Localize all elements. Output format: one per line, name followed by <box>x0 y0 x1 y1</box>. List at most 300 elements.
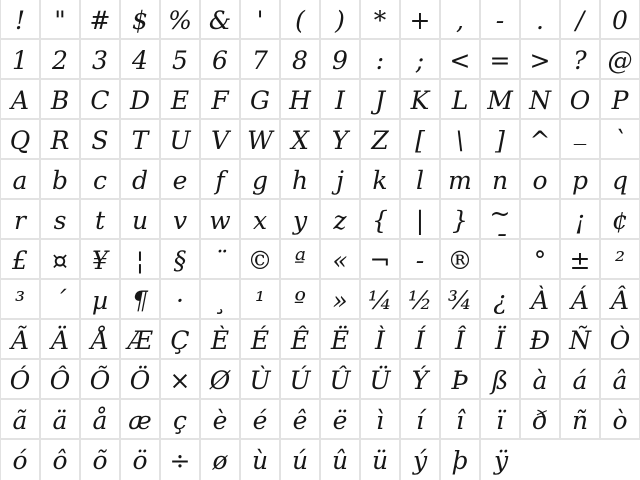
glyph: o <box>532 166 548 195</box>
glyph-cell[interactable] <box>361 160 401 200</box>
glyph-cell[interactable] <box>321 0 361 40</box>
glyph: \ <box>455 126 465 155</box>
glyph-cell[interactable] <box>41 280 81 320</box>
glyph-cell[interactable] <box>241 240 281 280</box>
glyph-cell[interactable] <box>1 440 41 480</box>
glyph: $ <box>132 6 148 35</box>
glyph: å <box>92 406 108 435</box>
glyph-cell[interactable] <box>601 120 640 160</box>
glyph-cell[interactable] <box>361 40 401 80</box>
glyph: n <box>491 166 509 195</box>
glyph-cell[interactable] <box>1 400 41 440</box>
glyph-cell[interactable] <box>41 360 81 400</box>
glyph-cell[interactable] <box>281 360 321 400</box>
glyph: , <box>456 6 464 35</box>
glyph-cell[interactable] <box>121 280 161 320</box>
glyph: ¨ <box>213 246 227 275</box>
glyph-cell[interactable] <box>401 280 441 320</box>
glyph-cell[interactable] <box>361 200 401 240</box>
glyph: á <box>572 366 588 395</box>
glyph: B <box>50 86 70 115</box>
glyph: P <box>611 86 629 115</box>
glyph-cell[interactable] <box>361 0 401 40</box>
glyph-cell[interactable] <box>601 280 640 320</box>
glyph: ´ <box>53 286 67 315</box>
glyph-cell[interactable] <box>561 400 601 440</box>
glyph: > <box>529 46 551 75</box>
glyph: Ì <box>375 326 385 355</box>
glyph-cell[interactable] <box>281 160 321 200</box>
glyph-cell[interactable] <box>81 160 121 200</box>
glyph-cell[interactable] <box>241 360 281 400</box>
glyph-cell[interactable] <box>161 120 201 160</box>
glyph: / <box>575 6 585 35</box>
glyph: G <box>250 86 270 115</box>
glyph-cell[interactable] <box>521 40 561 80</box>
glyph-cell[interactable] <box>161 400 201 440</box>
glyph-cell[interactable] <box>81 80 121 120</box>
glyph: ¤ <box>52 246 68 275</box>
glyph-cell[interactable] <box>521 360 561 400</box>
glyph: Ë <box>330 326 350 355</box>
glyph-cell[interactable] <box>401 400 441 440</box>
glyph: A <box>10 86 30 115</box>
glyph-cell[interactable] <box>1 0 41 40</box>
glyph-cell[interactable] <box>1 360 41 400</box>
glyph-cell[interactable] <box>241 280 281 320</box>
glyph-cell[interactable] <box>201 200 241 240</box>
glyph-cell[interactable] <box>441 200 481 240</box>
glyph-cell[interactable] <box>601 80 640 120</box>
glyph-cell[interactable] <box>561 0 601 40</box>
glyph-cell[interactable] <box>281 320 321 360</box>
glyph: è <box>212 406 228 435</box>
glyph-cell[interactable] <box>1 280 41 320</box>
glyph-cell[interactable] <box>321 40 361 80</box>
glyph-cell[interactable] <box>241 400 281 440</box>
glyph-cell[interactable] <box>441 280 481 320</box>
glyph: ? <box>573 46 587 75</box>
glyph: Ê <box>290 326 310 355</box>
glyph: E <box>170 86 190 115</box>
glyph-cell[interactable] <box>601 200 640 240</box>
glyph-cell[interactable] <box>41 160 81 200</box>
glyph-cell[interactable] <box>41 200 81 240</box>
glyph-cell[interactable] <box>361 320 401 360</box>
glyph-cell[interactable] <box>121 360 161 400</box>
glyph-cell[interactable] <box>361 120 401 160</box>
glyph: q <box>611 166 628 195</box>
glyph-cell[interactable] <box>561 40 601 80</box>
glyph-cell[interactable] <box>321 440 361 480</box>
glyph-cell[interactable] <box>481 40 521 80</box>
glyph-cell[interactable] <box>521 200 561 240</box>
glyph-cell[interactable] <box>201 240 241 280</box>
glyph-cell[interactable] <box>41 120 81 160</box>
glyph: Y <box>331 126 349 155</box>
glyph-cell[interactable] <box>281 80 321 120</box>
glyph-cell[interactable] <box>361 280 401 320</box>
glyph-cell[interactable] <box>201 0 241 40</box>
glyph: 4 <box>132 46 148 75</box>
glyph-cell[interactable] <box>401 160 441 200</box>
glyph-cell[interactable] <box>241 40 281 80</box>
glyph-cell[interactable] <box>601 320 640 360</box>
glyph: ï <box>496 406 504 435</box>
glyph-cell[interactable] <box>601 160 640 200</box>
glyph: ñ <box>571 406 589 435</box>
glyph: Ä <box>50 326 70 355</box>
glyph: * <box>373 6 387 35</box>
glyph-cell[interactable] <box>41 440 81 480</box>
glyph-cell[interactable] <box>1 40 41 80</box>
glyph-cell[interactable] <box>361 240 401 280</box>
glyph-cell[interactable] <box>321 280 361 320</box>
glyph-cell[interactable] <box>441 120 481 160</box>
glyph-cell[interactable] <box>121 40 161 80</box>
glyph: ½ <box>407 286 433 315</box>
glyph: ¿ <box>493 286 507 315</box>
glyph: @ <box>607 46 633 75</box>
glyph-cell[interactable] <box>281 440 321 480</box>
glyph-cell[interactable] <box>561 116 601 160</box>
glyph-cell[interactable] <box>321 120 361 160</box>
glyph-cell[interactable] <box>481 360 521 400</box>
glyph: µ <box>91 286 109 315</box>
glyph-cell[interactable] <box>561 240 601 280</box>
glyph-cell[interactable] <box>201 160 241 200</box>
glyph-cell[interactable] <box>81 360 121 400</box>
glyph-cell[interactable] <box>81 200 121 240</box>
glyph-cell[interactable] <box>361 440 401 480</box>
glyph: F <box>211 86 229 115</box>
glyph: ó <box>12 446 28 475</box>
glyph-cell[interactable] <box>481 0 521 40</box>
glyph-cell[interactable] <box>441 320 481 360</box>
glyph: { <box>372 206 388 235</box>
glyph: Z <box>371 126 389 155</box>
glyph-cell[interactable] <box>441 240 481 280</box>
glyph-cell[interactable] <box>561 160 601 200</box>
glyph-cell[interactable] <box>481 400 521 440</box>
glyph-cell[interactable] <box>201 40 241 80</box>
glyph-cell[interactable] <box>161 0 201 40</box>
glyph-cell[interactable] <box>441 400 481 440</box>
glyph: N <box>529 86 551 115</box>
glyph: ) <box>335 6 345 35</box>
glyph: x <box>252 206 268 235</box>
glyph: v <box>172 206 188 235</box>
glyph-cell[interactable] <box>121 0 161 40</box>
glyph: Ò <box>609 326 631 355</box>
glyph: J <box>374 86 386 115</box>
glyph: ¡ <box>574 206 586 235</box>
glyph-cell[interactable] <box>481 280 521 320</box>
glyph: ý <box>412 446 428 475</box>
glyph-cell[interactable] <box>241 80 281 120</box>
glyph-cell[interactable] <box>81 280 121 320</box>
glyph-cell[interactable] <box>601 40 640 80</box>
glyph-cell[interactable] <box>321 160 361 200</box>
glyph: Õ <box>89 366 111 395</box>
glyph: é <box>252 406 268 435</box>
glyph: ' <box>256 6 264 35</box>
glyph-cell[interactable] <box>241 120 281 160</box>
glyph: Æ <box>127 326 153 355</box>
glyph: 0 <box>612 6 628 35</box>
glyph: â <box>612 366 628 395</box>
glyph: Å <box>90 326 110 355</box>
glyph-cell[interactable] <box>321 320 361 360</box>
glyph: s <box>53 206 67 235</box>
glyph: Í <box>415 326 425 355</box>
glyph: a <box>12 166 28 195</box>
glyph: ç <box>172 406 187 435</box>
glyph-cell[interactable] <box>121 120 161 160</box>
glyph-cell[interactable] <box>401 240 441 280</box>
glyph: ¶ <box>132 286 148 315</box>
glyph: " <box>54 6 66 35</box>
glyph-cell[interactable] <box>321 360 361 400</box>
glyph-cell[interactable] <box>161 80 201 120</box>
glyph-cell[interactable] <box>41 40 81 80</box>
glyph-cell[interactable] <box>41 400 81 440</box>
glyph: ê <box>292 406 308 435</box>
glyph-cell[interactable] <box>201 280 241 320</box>
glyph: í <box>416 406 424 435</box>
glyph-cell[interactable] <box>521 240 561 280</box>
glyph: ± <box>569 246 591 275</box>
glyph-cell[interactable] <box>41 240 81 280</box>
glyph-cell[interactable] <box>281 120 321 160</box>
glyph: g <box>251 166 268 195</box>
glyph-cell[interactable] <box>81 400 121 440</box>
glyph-cell[interactable] <box>41 80 81 120</box>
glyph-cell[interactable] <box>241 0 281 40</box>
glyph-cell[interactable] <box>281 40 321 80</box>
glyph: Ö <box>129 366 151 395</box>
glyph-cell[interactable] <box>401 80 441 120</box>
glyph-cell[interactable] <box>601 360 640 400</box>
glyph-cell[interactable] <box>161 240 201 280</box>
glyph-cell[interactable] <box>1 200 41 240</box>
glyph-cell[interactable] <box>441 40 481 80</box>
glyph: - <box>415 246 425 275</box>
glyph-cell[interactable] <box>361 360 401 400</box>
glyph: 6 <box>212 46 228 75</box>
glyph-cell[interactable] <box>81 240 121 280</box>
glyph: ¦ <box>135 246 145 275</box>
glyph-cell[interactable] <box>161 200 201 240</box>
glyph: I <box>335 86 345 115</box>
glyph: ¾ <box>447 286 473 315</box>
glyph-cell[interactable] <box>161 40 201 80</box>
glyph-cell[interactable] <box>121 160 161 200</box>
glyph: U <box>169 126 191 155</box>
glyph: Ï <box>495 326 505 355</box>
glyph-cell[interactable] <box>481 230 521 280</box>
glyph-cell[interactable] <box>561 360 601 400</box>
glyph-cell[interactable] <box>481 440 521 480</box>
glyph-cell[interactable] <box>441 360 481 400</box>
glyph-cell[interactable] <box>201 120 241 160</box>
glyph: Û <box>329 366 351 395</box>
glyph-cell[interactable] <box>361 80 401 120</box>
glyph: Ç <box>170 326 190 355</box>
glyph-cell[interactable] <box>161 280 201 320</box>
glyph-cell[interactable] <box>81 320 121 360</box>
glyph-cell[interactable] <box>401 40 441 80</box>
glyph-cell[interactable] <box>281 240 321 280</box>
glyph: · <box>176 286 184 315</box>
glyph-cell[interactable] <box>521 0 561 40</box>
glyph-cell[interactable] <box>561 200 601 240</box>
glyph: Ñ <box>569 326 591 355</box>
glyph-cell[interactable] <box>441 0 481 40</box>
glyph: û <box>331 446 349 475</box>
glyph-cell[interactable] <box>321 400 361 440</box>
glyph: : <box>375 46 385 75</box>
glyph-cell[interactable] <box>121 200 161 240</box>
glyph-cell[interactable] <box>481 120 521 160</box>
glyph: ~ <box>489 199 511 228</box>
glyph-cell[interactable] <box>201 360 241 400</box>
glyph: T <box>131 126 149 155</box>
glyph-cell[interactable] <box>1 240 41 280</box>
glyph-cell[interactable] <box>1 320 41 360</box>
glyph-cell[interactable] <box>161 160 201 200</box>
glyph-cell[interactable] <box>161 360 201 400</box>
glyph: É <box>250 326 270 355</box>
glyph: £ <box>12 246 28 275</box>
glyph-cell[interactable] <box>321 80 361 120</box>
glyph: ô <box>52 446 68 475</box>
glyph-cell[interactable] <box>401 0 441 40</box>
glyph-cell[interactable] <box>401 360 441 400</box>
glyph-cell[interactable] <box>401 200 441 240</box>
glyph: ! <box>14 6 26 35</box>
glyph-cell[interactable] <box>201 400 241 440</box>
glyph-cell[interactable] <box>201 440 241 480</box>
glyph-cell[interactable] <box>281 0 321 40</box>
glyph-cell[interactable] <box>281 280 321 320</box>
glyph-cell[interactable] <box>521 80 561 120</box>
glyph-cell[interactable] <box>281 400 321 440</box>
glyph-cell[interactable] <box>121 440 161 480</box>
glyph: æ <box>128 406 152 435</box>
glyph: _ <box>573 116 587 145</box>
glyph: p <box>571 166 588 195</box>
glyph: M <box>487 86 513 115</box>
glyph: ( <box>295 6 305 35</box>
glyph-cell[interactable] <box>481 320 521 360</box>
glyph-cell[interactable] <box>241 200 281 240</box>
glyph: H <box>289 86 311 115</box>
glyph-cell[interactable] <box>241 320 281 360</box>
glyph: u <box>131 206 149 235</box>
glyph-cell[interactable] <box>361 400 401 440</box>
glyph-cell[interactable] <box>441 160 481 200</box>
glyph-cell[interactable] <box>201 320 241 360</box>
glyph: . <box>536 6 544 35</box>
glyph-cell[interactable] <box>521 320 561 360</box>
glyph: ÿ <box>493 446 509 475</box>
glyph: Ú <box>289 366 311 395</box>
glyph-cell[interactable] <box>601 240 640 280</box>
glyph: Ð <box>529 326 551 355</box>
glyph-cell[interactable] <box>521 280 561 320</box>
glyph: - <box>495 6 505 35</box>
glyph-cell[interactable] <box>121 240 161 280</box>
glyph: Î <box>455 326 465 355</box>
glyph-cell[interactable] <box>81 440 121 480</box>
glyph-cell[interactable] <box>241 440 281 480</box>
glyph: Á <box>570 286 590 315</box>
glyph-cell[interactable] <box>161 440 201 480</box>
glyph-cell[interactable] <box>521 400 561 440</box>
glyph-cell[interactable] <box>441 80 481 120</box>
glyph-cell[interactable] <box>81 0 121 40</box>
glyph: h <box>291 166 309 195</box>
glyph: ¬ <box>369 246 391 275</box>
glyph-cell[interactable] <box>481 160 521 200</box>
glyph: } <box>452 206 468 235</box>
glyph: ì <box>376 406 384 435</box>
glyph: ] <box>495 126 505 155</box>
glyph-cell[interactable] <box>401 440 441 480</box>
glyph-cell[interactable] <box>241 160 281 200</box>
glyph-cell[interactable] <box>81 120 121 160</box>
glyph-cell[interactable] <box>401 120 441 160</box>
glyph: ÷ <box>169 446 191 475</box>
glyph: 9 <box>332 46 348 75</box>
glyph-cell[interactable] <box>521 120 561 160</box>
glyph-cell[interactable] <box>41 320 81 360</box>
glyph: ² <box>614 246 626 275</box>
glyph: 7 <box>252 46 268 75</box>
glyph-cell[interactable] <box>321 240 361 280</box>
glyph-cell[interactable] <box>441 440 481 480</box>
glyph-cell[interactable] <box>561 280 601 320</box>
glyph-cell[interactable] <box>41 0 81 40</box>
glyph: w <box>209 206 231 235</box>
glyph-cell[interactable] <box>161 320 201 360</box>
glyph-cell[interactable] <box>321 200 361 240</box>
glyph-cell[interactable] <box>601 400 640 440</box>
glyph-cell[interactable] <box>601 0 640 40</box>
glyph-cell[interactable] <box>1 160 41 200</box>
glyph: ¥ <box>92 246 108 275</box>
glyph: Ô <box>49 366 71 395</box>
glyph-cell[interactable] <box>521 160 561 200</box>
glyph: ^ <box>529 126 551 155</box>
glyph: ª <box>294 246 306 275</box>
glyph-cell[interactable] <box>1 80 41 120</box>
glyph: y <box>292 206 308 235</box>
glyph-cell[interactable] <box>1 120 41 160</box>
glyph-cell[interactable] <box>121 320 161 360</box>
glyph-cell[interactable] <box>81 40 121 80</box>
glyph-cell[interactable] <box>561 320 601 360</box>
glyph-cell[interactable] <box>121 80 161 120</box>
glyph-cell[interactable] <box>121 400 161 440</box>
glyph-cell[interactable] <box>481 80 521 120</box>
glyph: K <box>410 86 430 115</box>
glyph: ß <box>491 366 509 395</box>
glyph-cell[interactable] <box>201 80 241 120</box>
glyph-cell[interactable] <box>281 200 321 240</box>
glyph-cell[interactable] <box>401 320 441 360</box>
